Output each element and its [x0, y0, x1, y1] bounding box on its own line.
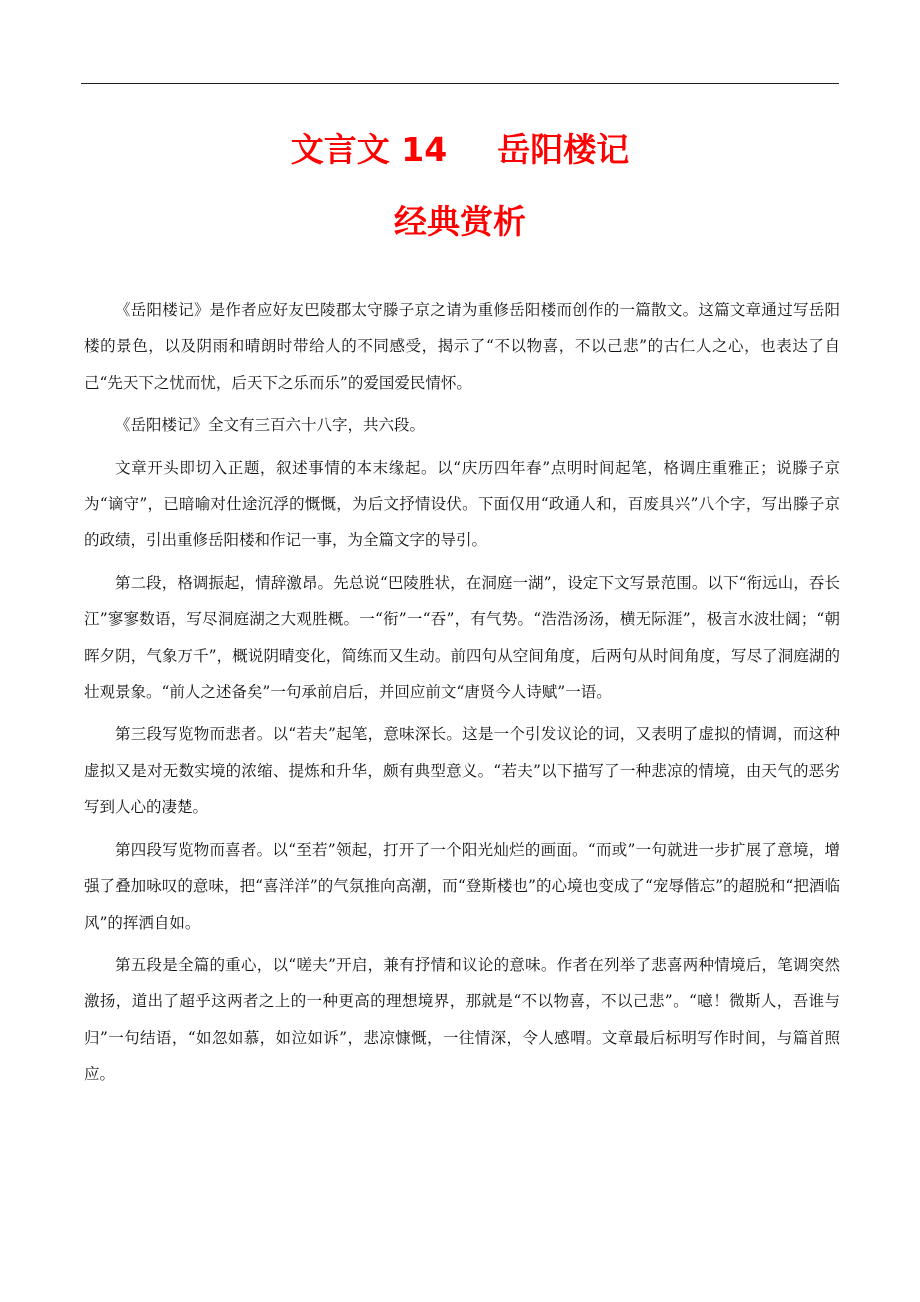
section-heading: 经典赏析 [394, 202, 526, 241]
paragraph-fifth-section: 第五段是全篇的重心，以“嗟夫”开启，兼有抒情和议论的意味。作者在列举了悲喜两种情境后，笔调突然激扬，道出了超乎这两者之上的一种更高的理想境界，那就是“不以物喜，不以己悲”。“噫！微斯人，吾谁与归”一句结语，“如忽如慕，如泣如诉”，悲凉慷慨，一往情深，令人感喟。文章最后标明写作时间，与篇首照应。 [84, 955, 840, 1084]
title-text: 岳阳楼记 [497, 130, 630, 169]
document-title [0, 124, 920, 176]
top-divider [81, 83, 839, 84]
paragraph-first-section: 文章开头即切入正题，叙述事情的本末缘起。以“庆历四年春”点明时间起笔，格调庄重雅正；说滕子京为“谪守”，已暗喻对仕途沉浮的慨慨，为后文抒情设伏。下面仅用“政通人和，百废具兴”八个字，写出滕子京的政绩，引出重修岳阳楼和作记一事，为全篇文字的导引。 [84, 458, 840, 550]
paragraph-third-section: 第三段写览物而悲者。以“若夫”起笔，意味深长。这是一个引发议论的词，又表明了虚拟的情调，而这种虚拟又是对无数实境的浓缩、提炼和升华，颇有典型意义。“若夫”以下描写了一种悲凉的情境，由天气的恶劣写到人心的凄楚。 [84, 725, 840, 817]
paragraph-intro: 《岳阳楼记》是作者应好友巴陵郡太守滕子京之请为重修岳阳楼而创作的一篇散文。这篇文章通过写岳阳楼的景色，以及阴雨和晴朗时带给人的不同感受，揭示了“不以物喜，不以己悲”的古仁人之心，也表达了自己“先天下之忧而忧，后天下之乐而乐”的爱国爱民情怀。 [84, 301, 840, 392]
article-body [84, 292, 840, 1099]
paragraph-second-section: 第二段，格调振起，情辞激昂。先总说“巴陵胜状，在洞庭一湖”，设定下文写景范围。以下“衔远山，吞长江”寥寥数语，写尽洞庭湖之大观胜概。一“衔”一“吞”，有气势。“浩浩汤汤，横无际涯”，极言水波壮阔；“朝晖夕阴，气象万千”，概说阴晴变化，简练而又生动。前四句从空间角度，后两句从时间角度，写尽了洞庭湖的壮观景象。“前人之述备矣”一句承前启后，并回应前文“唐贤今人诗赋”一语。 [84, 573, 840, 702]
paragraph-fourth-section: 第四段写览物而喜者。以“至若”领起，打开了一个阳光灿烂的画面。“而或”一句就进一步扩展了意境，增强了叠加咏叹的意味，把“喜洋洋”的气氛推向高潮，而“登斯楼也”的心境也变成了“宠辱偕忘”的超脱和“把酒临风”的挥洒自如。 [84, 840, 840, 932]
title-lesson-number: 文言文 14 [290, 130, 448, 169]
paragraph-overview: 《岳阳楼记》全文有三百六十八字，共六段。 [115, 416, 426, 435]
